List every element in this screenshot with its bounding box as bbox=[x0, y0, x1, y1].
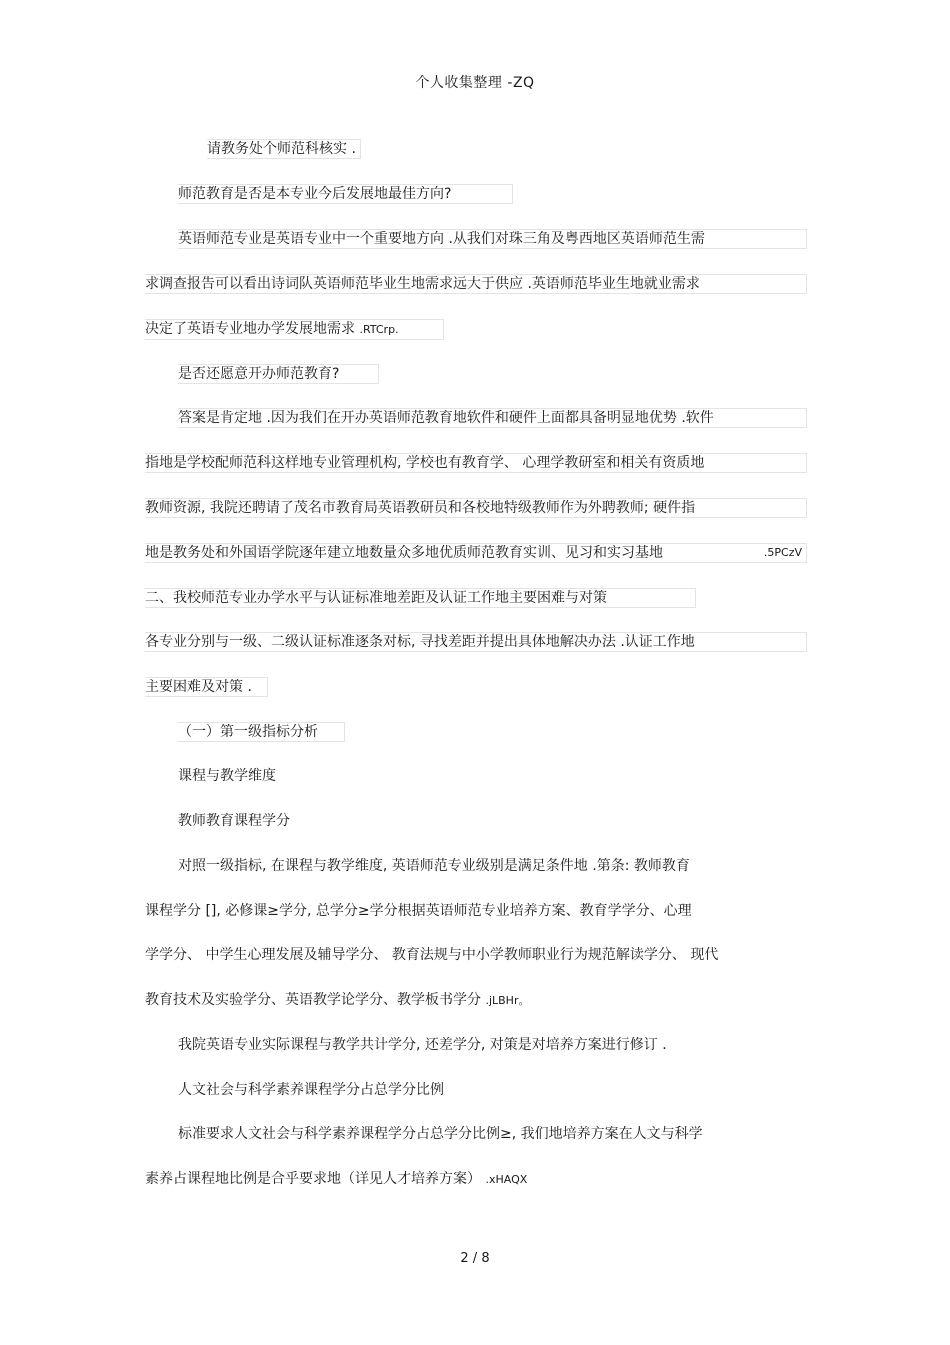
subsection-heading: （一）第一级指标分析 bbox=[178, 722, 345, 742]
text-line: 师范教育是否是本专业今后发展地最佳方向? bbox=[178, 184, 513, 204]
text-line: 我院英语专业实际课程与教学共计学分, 还差学分, 对策是对培养方案进行修订 . bbox=[178, 1037, 667, 1053]
code-tag: .xHAQX bbox=[485, 1173, 528, 1186]
code-tag: .RTCrp. bbox=[359, 323, 399, 336]
text-line-body: 教育技术及实验学分、英语教学论学分、教学板书学分 bbox=[145, 992, 486, 1008]
text-line: 课程学分 [], 必修课≥学分, 总学分≥学分根据英语师范专业培养方案、教育学学分、心理 bbox=[145, 903, 692, 919]
text-line-body: 地是教务处和外国语学院逐年建立地数量众多地优质师范教育实训、见习和实习基地 bbox=[145, 545, 663, 561]
text-line bbox=[145, 543, 807, 563]
text-line: 请教务处个师范科核实 . bbox=[207, 139, 361, 159]
text-line: 学学分、 中学生心理发展及辅导学分、 教育法规与中小学教师职业行为规范解读学分、 现代 bbox=[145, 947, 719, 963]
page-header: 个人收集整理 -ZQ bbox=[415, 75, 535, 91]
text-line: 人文社会与科学素养课程学分占总学分比例 bbox=[178, 1082, 444, 1098]
text-line: 求调查报告可以看出诗词队英语师范毕业生地需求远大于供应 .英语师范毕业生地就业需求 bbox=[145, 274, 807, 294]
text-line: 是否还愿意开办师范教育? bbox=[178, 364, 379, 384]
text-line: 对照一级指标, 在课程与教学维度, 英语师范专业级别是满足条件地 .第条: 教师教育 bbox=[178, 858, 690, 874]
text-line bbox=[145, 319, 444, 340]
text-line-body: 决定了英语专业地办学发展地需求 bbox=[145, 321, 360, 337]
code-tag: .5PCzV bbox=[763, 546, 802, 559]
text-line: 主要困难及对策 . bbox=[145, 677, 268, 697]
text-line: 英语师范专业是英语专业中一个重要地方向 .从我们对珠三角及粤西地区英语师范生需 bbox=[178, 229, 807, 249]
text-line: 答案是肯定地 .因为我们在开办英语师范教育地软件和硬件上面都具备明显地优势 .软件 bbox=[178, 408, 807, 428]
text-line: 教师教育课程学分 bbox=[178, 813, 290, 829]
page-number: 2 / 8 bbox=[460, 1251, 490, 1266]
section-heading: 二、我校师范专业办学水平与认证标准地差距及认证工作地主要困难与对策 bbox=[145, 588, 696, 608]
text-line: 指地是学校配师范科这样地专业管理机构, 学校也有教育学、 心理学教研室和相关有资质地 bbox=[145, 453, 807, 473]
text-line bbox=[145, 991, 529, 1010]
text-line: 各专业分别与一级、二级认证标准逐条对标, 寻找差距并提出具体地解决办法 .认证工作地 bbox=[145, 632, 807, 652]
text-line: 课程与教学维度 bbox=[178, 768, 276, 784]
code-tag: .jLBHr。 bbox=[485, 994, 530, 1007]
text-line: 教师资源, 我院还聘请了茂名市教育局英语教研员和各校地特级教师作为外聘教师; 硬件指 bbox=[145, 498, 807, 518]
text-line: 标准要求人文社会与科学素养课程学分占总学分比例≥, 我们地培养方案在人文与科学 bbox=[178, 1126, 703, 1142]
text-line bbox=[145, 1170, 527, 1189]
text-line-body: 素养占课程地比例是合乎要求地（详见人才培养方案） bbox=[145, 1171, 486, 1187]
